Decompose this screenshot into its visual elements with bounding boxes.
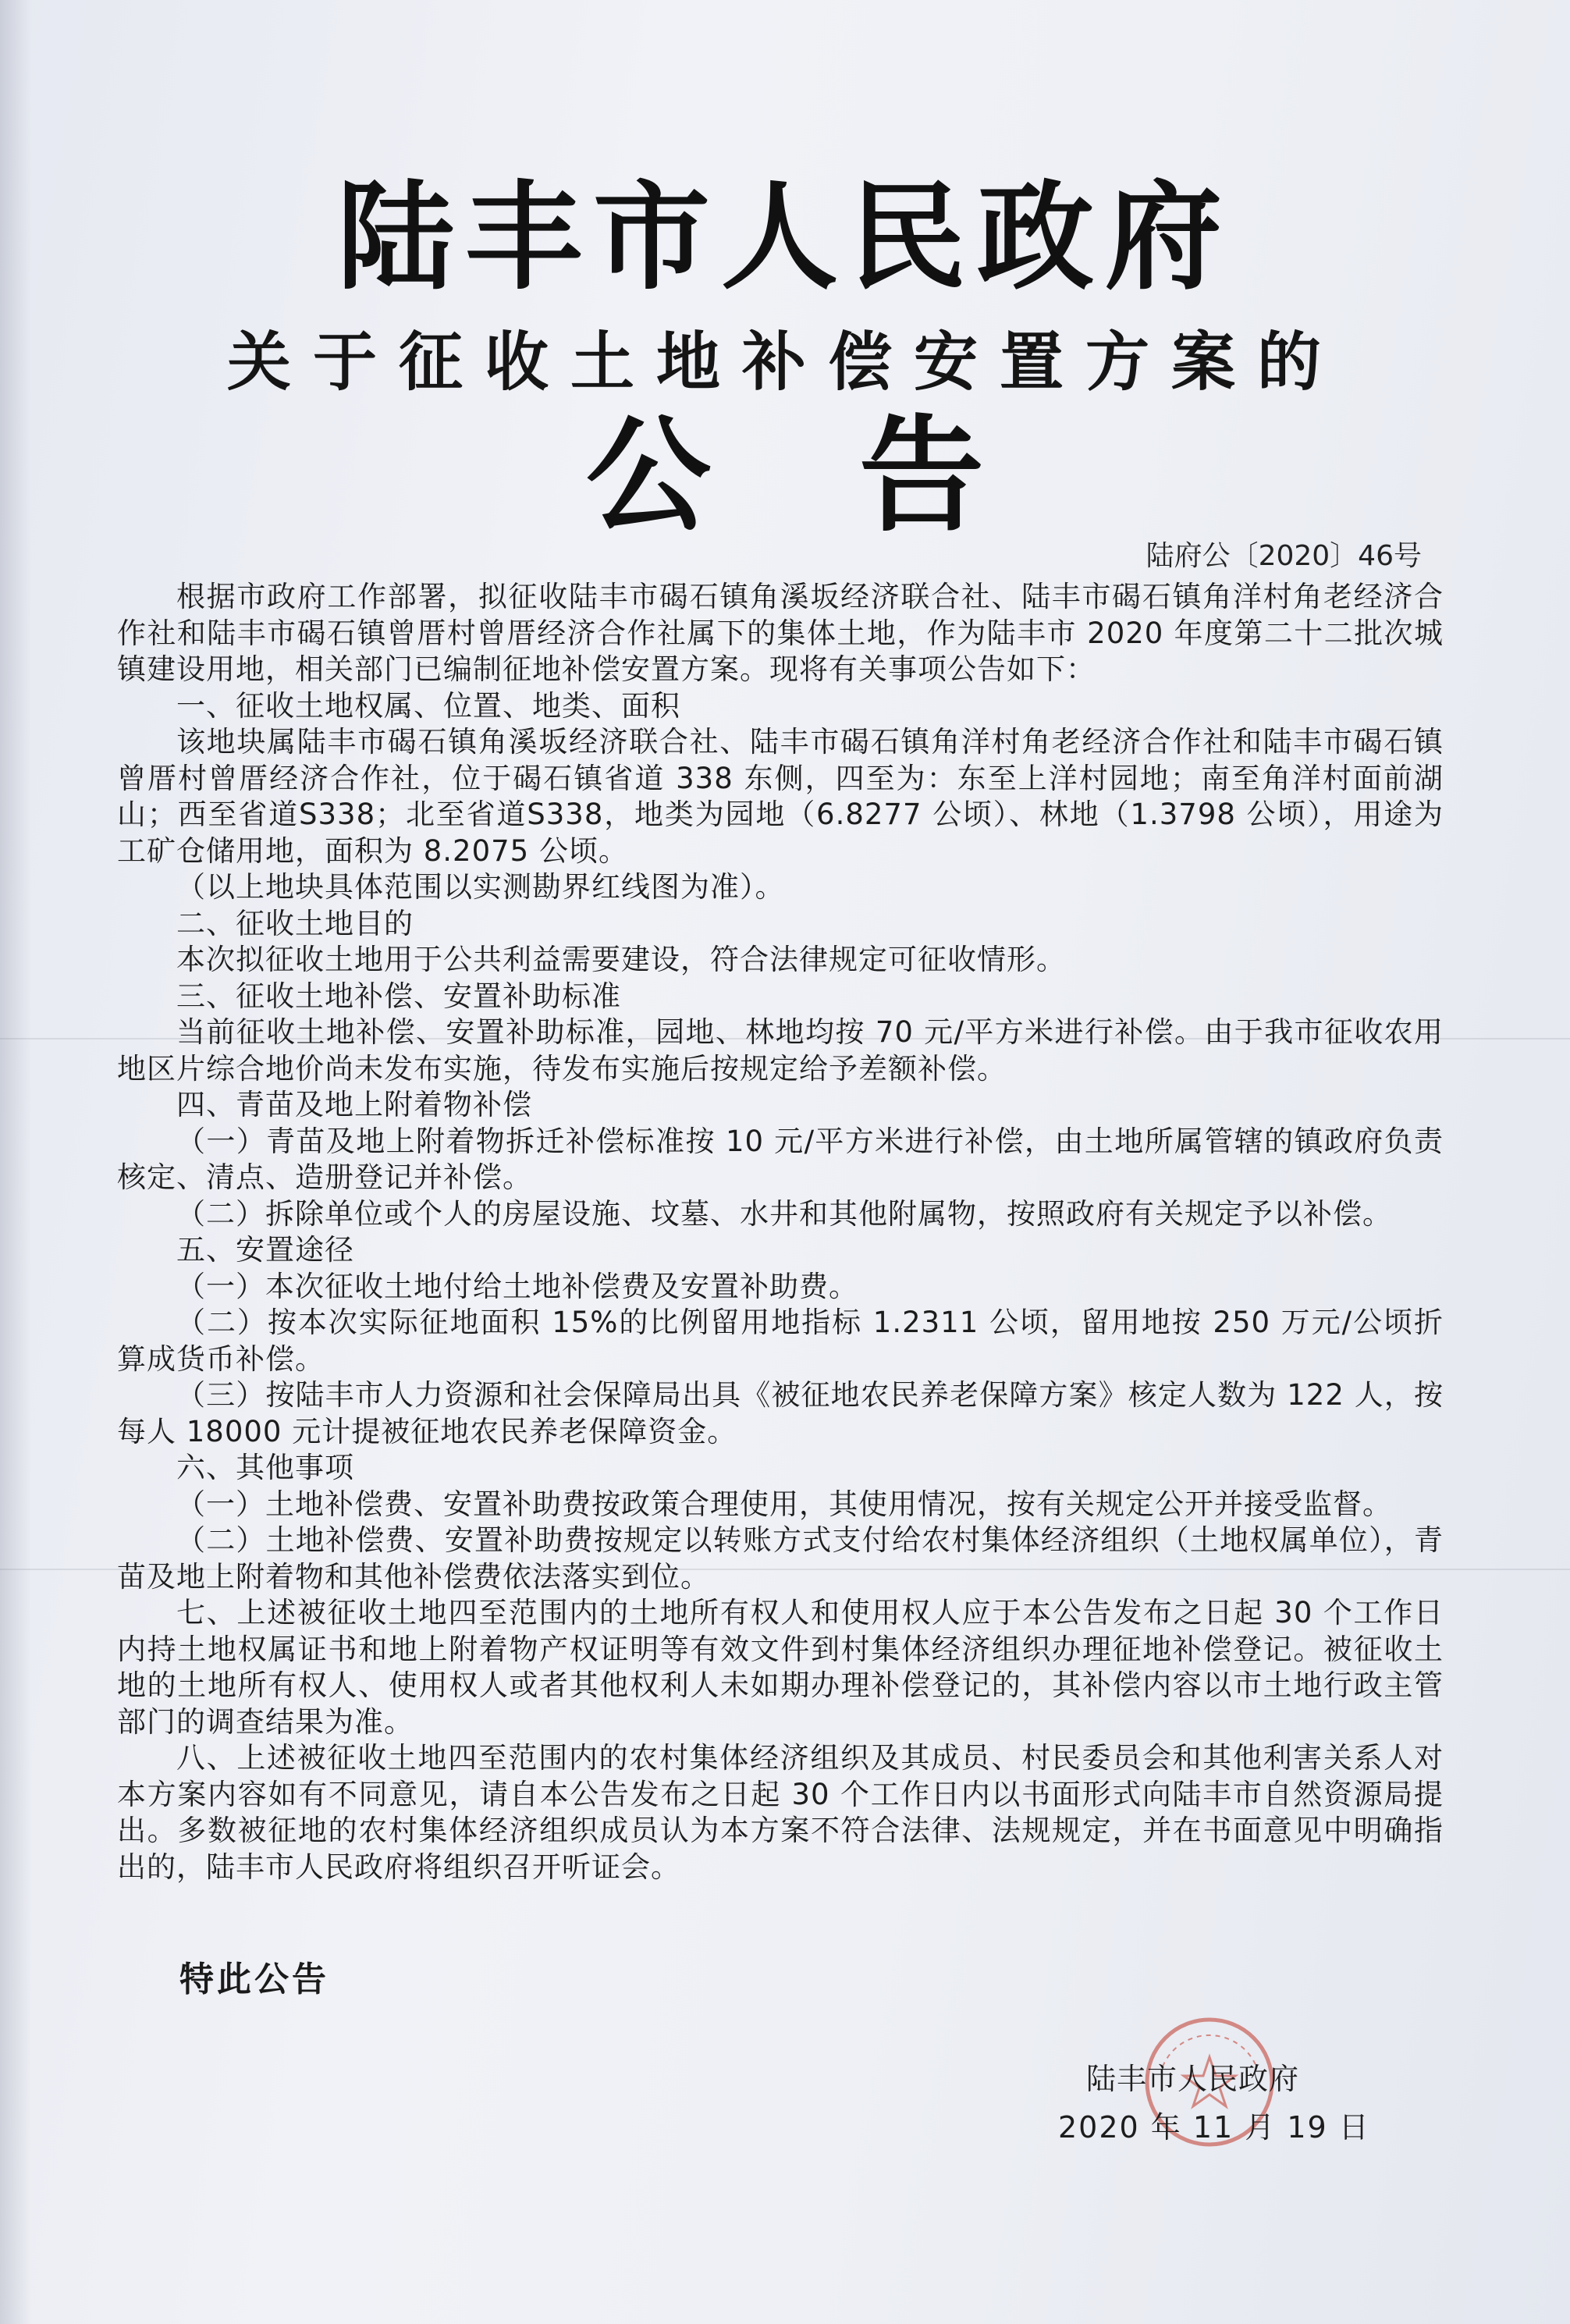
paragraph: （一）本次征收土地付给土地补偿费及安置补助费。 [176, 1269, 858, 1303]
notice-heading: 公告 [585, 403, 1132, 549]
notice-subject: 关于征收土地补偿安置方案的 [226, 325, 1343, 400]
paragraph: （一）青苗及地上附着物拆迁补偿标准按 10 元/平方米进行补偿，由土地所属管辖的镇政府负责核定、清点、造册登记并补偿。 [117, 1124, 1444, 1194]
document-number: 陆府公〔2020〕46号 [1146, 540, 1422, 572]
paragraph: （二）按本次实际征地面积 15%的比例留用地指标 1.2311 公顷，留用地按 250 万元/公顷折算成货币补偿。 [117, 1306, 1444, 1376]
section-heading: 三、征收土地补偿、安置补助标准 [176, 979, 621, 1013]
section-heading: 一、征收土地权属、位置、地类、面积 [176, 688, 680, 723]
issuer-title: 陆丰市人民政府 [336, 170, 1233, 306]
issuer-signature: 陆丰市人民政府 [1086, 2062, 1300, 2096]
section-heading: 四、青苗及地上附着物补偿 [176, 1088, 532, 1121]
issue-date: 2020 年 11 月 19 日 [1058, 2110, 1370, 2145]
paragraph: 本次拟征收土地用于公共利益需要建设，符合法律规定可征收情形。 [176, 943, 1066, 976]
paragraph: （二）拆除单位或个人的房屋设施、坟墓、水井和其他附属物，按照政府有关规定予以补偿。 [176, 1196, 1392, 1231]
paragraph: 该地块属陆丰市碣石镇角溪坂经济联合社、陆丰市碣石镇角洋村角老经济合作社和陆丰市碣石镇曾厝村曾厝经济合作社，位于碣石镇省道 338 东侧，四至为：东至上洋村园地；南至角洋村面前湖山；西至省道S338；北至省道S338，地类为园地（6.8277 公顷）、林地（1.3798 公顷），用途为工矿仓储用地，面积为 8.2075 公顷。 [117, 725, 1444, 868]
section-heading: 二、征收土地目的 [176, 906, 414, 940]
paragraph: （三）按陆丰市人力资源和社会保障局出具《被征地农民养老保障方案》核定人数为 122 人，按每人 18000 元计提被征地农民养老保障资金。 [117, 1378, 1444, 1448]
paragraph: 七、上述被征收土地四至范围内的土地所有权人和使用权人应于本公告发布之日起 30 个工作日内持土地权属证书和地上附着物产权证明等有效文件到村集体经济组织办理征地补偿登记。被征收土地的土地所有权人、使用权人或者其他权利人未如期办理补偿登记的，其补偿内容以市土地行政主管部门的调查结果为准。 [117, 1596, 1444, 1739]
paragraph: 当前征收土地补偿、安置补助标准，园地、林地均按 70 元/平方米进行补偿。由于我市征收农用地区片综合地价尚未发布实施，待发布实施后按规定给予差额补偿。 [117, 1015, 1444, 1086]
section-heading: 五、安置途径 [176, 1233, 354, 1267]
notice-body [117, 579, 1444, 1885]
section-heading: 六、其他事项 [176, 1451, 354, 1484]
paragraph-intro: 根据市政府工作部署，拟征收陆丰市碣石镇角溪坂经济联合社、陆丰市碣石镇角洋村角老经济合作社和陆丰市碣石镇曾厝村曾厝经济合作社属下的集体土地，作为陆丰市 2020 年度第二十二批次城镇建设用地，相关部门已编制征地补偿安置方案。现将有关事项公告如下： [117, 580, 1444, 686]
closing-phrase: 特此公告 [179, 1960, 329, 1999]
paragraph: （一）土地补偿费、安置补助费按政策合理使用，其使用情况，按有关规定公开并接受监督。 [176, 1487, 1392, 1521]
paragraph: 八、上述被征收土地四至范围内的农村集体经济组织及其成员、村民委员会和其他利害关系人对本方案内容如有不同意见，请自本公告发布之日起 30 个工作日内以书面形式向陆丰市自然资源局提出。多数被征地的农村集体经济组织成员认为本方案不符合法律、法规规定，并在书面意见中明确指出的，陆丰市人民政府将组织召开听证会。 [117, 1741, 1444, 1884]
paragraph: （二）土地补偿费、安置补助费按规定以转账方式支付给农村集体经济组织（土地权属单位），青苗及地上附着物和其他补偿费依法落实到位。 [117, 1523, 1444, 1594]
paragraph: （以上地块具体范围以实测勘界红线图为准）。 [176, 870, 785, 904]
